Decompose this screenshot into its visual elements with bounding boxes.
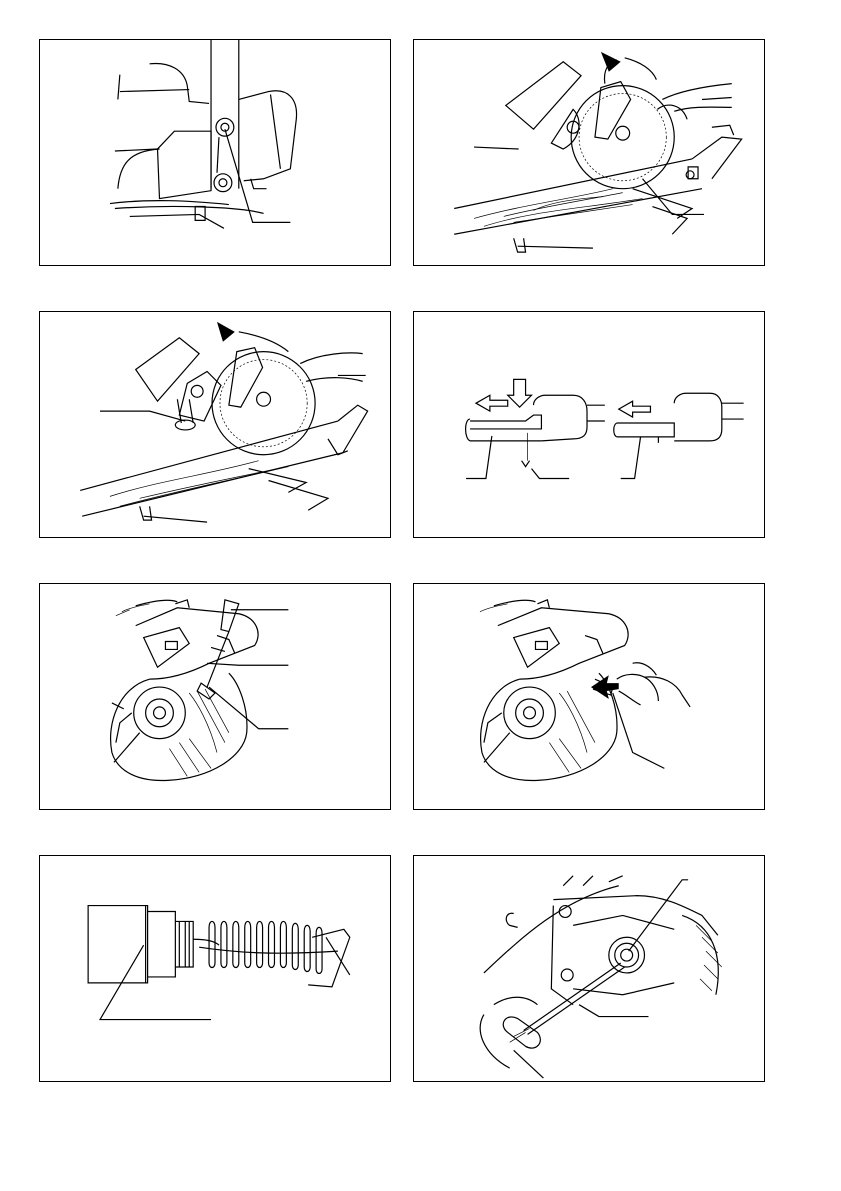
- figure-panel-2: [413, 39, 765, 266]
- illustration-brush-holder-cap: [40, 584, 390, 809]
- illustration-carbon-brush: [40, 856, 390, 1081]
- figure-panel-7: [39, 855, 391, 1082]
- figure-panel-1: [39, 39, 391, 266]
- figure-panel-8: [413, 855, 765, 1082]
- illustration-slide-diagram: [414, 312, 764, 537]
- figure-panel-6: [413, 583, 765, 810]
- left-arrow-icon: [619, 401, 651, 417]
- illustration-brush-removal: [414, 584, 764, 809]
- illustration-saw-cut-3: [40, 312, 390, 537]
- illustration-motor-brush-cap: [414, 856, 764, 1081]
- figure-panel-4: [413, 311, 765, 538]
- figure-panel-3: [39, 311, 391, 538]
- down-arrow-icon: [508, 379, 532, 407]
- illustration-bolt-closeup: [40, 40, 390, 265]
- illustration-saw-cut-2: [414, 40, 764, 265]
- left-arrow-icon: [476, 395, 508, 411]
- figure-panel-5: [39, 583, 391, 810]
